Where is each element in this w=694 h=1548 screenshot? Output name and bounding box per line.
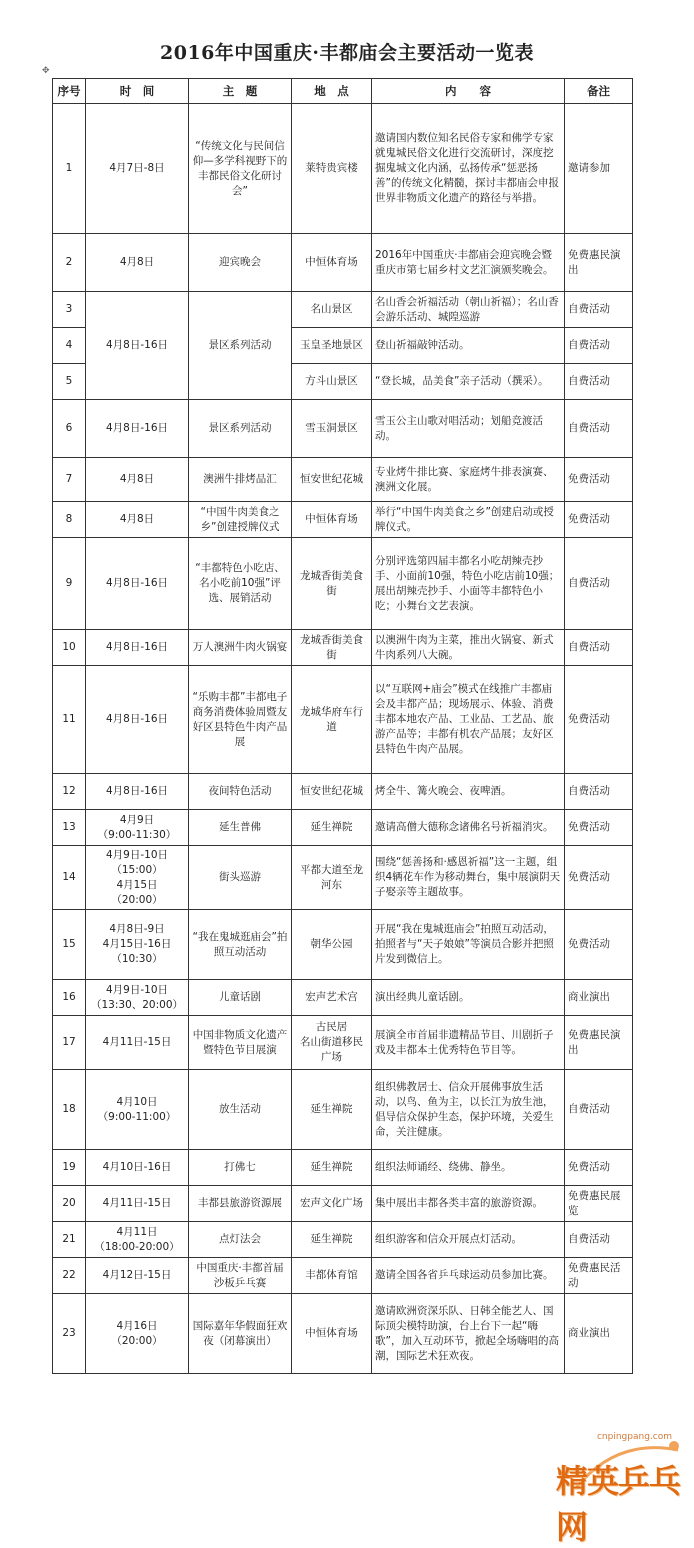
row-venue: 名山景区	[292, 292, 372, 328]
row-number: 6	[53, 400, 86, 458]
row-number: 17	[53, 1016, 86, 1070]
row-time: 4月8日-16日	[86, 538, 189, 630]
table-row	[53, 1294, 633, 1374]
row-venue: 龙城香街美食街	[292, 538, 372, 630]
move-handle-icon[interactable]: ✥	[42, 66, 50, 76]
row-venue: 中恒体育场	[292, 234, 372, 292]
row-time: 4月8日-16日	[86, 400, 189, 458]
row-venue: 中恒体育场	[292, 502, 372, 538]
row-time: 4月7日-8日	[86, 104, 189, 234]
row-number: 14	[53, 846, 86, 910]
row-time: 4月8日	[86, 502, 189, 538]
table-row	[53, 234, 633, 292]
row-note: 免费活动	[565, 458, 633, 502]
row-note: 免费活动	[565, 810, 633, 846]
table-row	[53, 774, 633, 810]
row-theme: “传统文化与民间信仰—多学科视野下的丰都民俗文化研讨会”	[189, 104, 292, 234]
table-row	[53, 1222, 633, 1258]
row-theme: 打佛七	[189, 1150, 292, 1186]
row-theme: 放生活动	[189, 1070, 292, 1150]
row-number: 9	[53, 538, 86, 630]
row-number: 19	[53, 1150, 86, 1186]
watermark-url: cnpingpang.com	[596, 1432, 672, 1442]
table-row	[53, 104, 633, 234]
row-note: 免费惠民活动	[565, 1258, 633, 1294]
header-time: 时 间	[86, 79, 189, 104]
row-content: 登山祈福敲钟活动。	[372, 328, 565, 364]
header-no: 序号	[53, 79, 86, 104]
row-content: “登长城，品美食”亲子活动（撰采）。	[372, 364, 565, 400]
row-time: 4月8日-16日	[86, 774, 189, 810]
row-theme: 国际嘉年华假面狂欢夜（闭幕演出）	[189, 1294, 292, 1374]
row-time: 4月12日-15日	[86, 1258, 189, 1294]
row-number: 12	[53, 774, 86, 810]
row-venue: 延生禅院	[292, 1222, 372, 1258]
row-venue: 古民居 名山街道移民广场	[292, 1016, 372, 1070]
row-content: 组织佛教居士、信众开展佛事放生活动，以鸟、鱼为主，以长江为放生池，倡导信众保护生态，保护环境，关爱生命，关注健康。	[372, 1070, 565, 1150]
row-theme: 儿童话剧	[189, 980, 292, 1016]
row-venue: 恒安世纪花城	[292, 458, 372, 502]
page-title: 2016年中国重庆·丰都庙会主要活动一览表	[160, 42, 534, 64]
row-theme: 万人澳洲牛肉火锅宴	[189, 630, 292, 666]
table-row	[53, 502, 633, 538]
row-content: 邀请高僧大德称念诸佛名号祈福消灾。	[372, 810, 565, 846]
row-note: 免费惠民展览	[565, 1186, 633, 1222]
row-venue: 朝华公园	[292, 910, 372, 980]
row-theme: 迎宾晚会	[189, 234, 292, 292]
row-venue: 中恒体育场	[292, 1294, 372, 1374]
row-content: 组织法师诵经、绕佛、静坐。	[372, 1150, 565, 1186]
row-venue: 方斗山景区	[292, 364, 372, 400]
row-time: 4月10日-16日	[86, 1150, 189, 1186]
row-theme: 中国重庆·丰都首届沙板乒乓赛	[189, 1258, 292, 1294]
table-row	[53, 1016, 633, 1070]
row-note: 商业演出	[565, 1294, 633, 1374]
row-note: 邀请参加	[565, 104, 633, 234]
row-note: 免费活动	[565, 910, 633, 980]
row-time: 4月9日 （9:00-11:30）	[86, 810, 189, 846]
row-content: 围绕“惩善扬和·感恩祈福”这一主题，组织4辆花车作为移动舞台，集中展演阴天子娶亲等主题故事。	[372, 846, 565, 910]
row-content: 开展“我在鬼城逛庙会”拍照互动活动，拍照者与“天子娘娘”等演员合影并把照片发到微信上。	[372, 910, 565, 980]
row-note: 免费惠民演出	[565, 1016, 633, 1070]
row-theme: 景区系列活动	[189, 400, 292, 458]
row-content: 2016年中国重庆·丰都庙会迎宾晚会暨重庆市第七届乡村文艺汇演颁奖晚会。	[372, 234, 565, 292]
row-note: 自费活动	[565, 538, 633, 630]
row-venue: 延生禅院	[292, 1070, 372, 1150]
row-content: 演出经典儿童话剧。	[372, 980, 565, 1016]
row-time: 4月16日 （20:00）	[86, 1294, 189, 1374]
row-content: 分别评选第四届丰都名小吃胡辣壳抄手、小面前10强，特色小吃店前10强；展出胡辣壳抄手、小面等丰都特色小吃；小舞台文艺表演。	[372, 538, 565, 630]
row-number: 3	[53, 292, 86, 328]
row-note: 自费活动	[565, 1222, 633, 1258]
row-theme: 夜间特色活动	[189, 774, 292, 810]
row-time: 4月10日 （9:00-11:00）	[86, 1070, 189, 1150]
row-theme: 街头巡游	[189, 846, 292, 910]
table-row	[53, 1070, 633, 1150]
row-number: 13	[53, 810, 86, 846]
row-note: 免费惠民演出	[565, 234, 633, 292]
header-content: 内 容	[372, 79, 565, 104]
row-number: 22	[53, 1258, 86, 1294]
watermark-logo: 精英乒乓网	[556, 1462, 681, 1546]
table-row	[53, 666, 633, 774]
row-venue: 恒安世纪花城	[292, 774, 372, 810]
row-content: 邀请国内数位知名民俗专家和佛学专家就鬼城民俗文化进行交流研讨，深度挖掘鬼城文化内涵，弘扬传承“惩恶扬善”的传统文化精髓，探讨丰都庙会申报世界非物质文化遗产的路径与举措。	[372, 104, 565, 234]
row-content: 名山香会祈福活动（朝山祈福）；名山香会游乐活动、城隍巡游	[372, 292, 565, 328]
table-row	[53, 910, 633, 980]
row-content: 烤全牛、篝火晚会、夜啤酒。	[372, 774, 565, 810]
row-number: 15	[53, 910, 86, 980]
row-theme: 延生普佛	[189, 810, 292, 846]
table-row	[53, 538, 633, 630]
table-row	[53, 630, 633, 666]
row-theme: 中国非物质文化遗产暨特色节目展演	[189, 1016, 292, 1070]
header-venue: 地 点	[292, 79, 372, 104]
row-time: 4月11日-15日	[86, 1016, 189, 1070]
row-theme: “乐购丰都”丰都电子商务消费体验周暨友好区县特色牛肉产品展	[189, 666, 292, 774]
row-content: 专业烤牛排比赛、家庭烤牛排表演赛、澳洲文化展。	[372, 458, 565, 502]
row-venue: 雪玉洞景区	[292, 400, 372, 458]
row-content: 雪玉公主山歌对唱活动；划船竞渡活动。	[372, 400, 565, 458]
row-number: 2	[53, 234, 86, 292]
row-venue: 莱特贵宾楼	[292, 104, 372, 234]
row-theme: 景区系列活动	[189, 292, 292, 400]
row-number: 4	[53, 328, 86, 364]
row-number: 5	[53, 364, 86, 400]
row-venue: 玉皇圣地景区	[292, 328, 372, 364]
activity-table	[52, 78, 633, 1374]
row-note: 自费活动	[565, 774, 633, 810]
row-content: 集中展出丰都各类丰富的旅游资源。	[372, 1186, 565, 1222]
row-note: 自费活动	[565, 1070, 633, 1150]
row-venue: 龙城华府车行道	[292, 666, 372, 774]
row-time: 4月11日-15日	[86, 1186, 189, 1222]
row-theme: “中国牛肉美食之乡”创建授牌仪式	[189, 502, 292, 538]
row-number: 11	[53, 666, 86, 774]
row-note: 免费活动	[565, 666, 633, 774]
row-note: 免费活动	[565, 846, 633, 910]
row-note: 自费活动	[565, 400, 633, 458]
row-content: 以澳洲牛肉为主菜，推出火锅宴、新式牛肉系列八大碗。	[372, 630, 565, 666]
row-content: 以“互联网+庙会”模式在线推广丰都庙会及丰都产品；现场展示、体验、消费丰都本地农产品、工业品、工艺品、旅游产品等；丰都有机农产品展；友好区县特色牛肉产品展。	[372, 666, 565, 774]
row-number: 7	[53, 458, 86, 502]
row-time: 4月11日 （18:00-20:00）	[86, 1222, 189, 1258]
row-note: 免费活动	[565, 1150, 633, 1186]
row-theme: 丰都县旅游资源展	[189, 1186, 292, 1222]
table-row	[53, 292, 633, 328]
row-time: 4月9日-10日 （13:30、20:00）	[86, 980, 189, 1016]
row-venue: 丰都体育馆	[292, 1258, 372, 1294]
row-time: 4月9日-10日 （15:00） 4月15日 （20:00）	[86, 846, 189, 910]
table-row	[53, 458, 633, 502]
row-theme: “丰都特色小吃店、名小吃前10强”评选、展销活动	[189, 538, 292, 630]
table-row	[53, 1258, 633, 1294]
table-row	[53, 810, 633, 846]
header-theme: 主 题	[189, 79, 292, 104]
site-watermark	[556, 1428, 686, 1546]
row-note: 自费活动	[565, 364, 633, 400]
row-number: 18	[53, 1070, 86, 1150]
row-time: 4月8日-9日 4月15日-16日 （10:30）	[86, 910, 189, 980]
row-number: 21	[53, 1222, 86, 1258]
row-note: 自费活动	[565, 630, 633, 666]
row-time: 4月8日-16日	[86, 292, 189, 400]
table-row	[53, 980, 633, 1016]
row-content: 邀请欧洲资深乐队、日韩全能艺人、国际顶尖模特助演，台上台下一起“嗨歌”，加入互动环节，掀起全场嗨唱的高潮，国际艺术狂欢夜。	[372, 1294, 565, 1374]
row-number: 16	[53, 980, 86, 1016]
row-note: 商业演出	[565, 980, 633, 1016]
row-number: 10	[53, 630, 86, 666]
row-theme: “我在鬼城逛庙会”拍照互动活动	[189, 910, 292, 980]
table-header-row	[53, 79, 633, 104]
table-row	[53, 400, 633, 458]
row-time: 4月8日	[86, 234, 189, 292]
row-venue: 宏声文化广场	[292, 1186, 372, 1222]
table-row	[53, 1150, 633, 1186]
row-venue: 宏声艺术宫	[292, 980, 372, 1016]
row-note: 免费活动	[565, 502, 633, 538]
row-number: 23	[53, 1294, 86, 1374]
table-row	[53, 1186, 633, 1222]
row-time: 4月8日-16日	[86, 666, 189, 774]
row-number: 8	[53, 502, 86, 538]
row-venue: 延生禅院	[292, 1150, 372, 1186]
row-note: 自费活动	[565, 292, 633, 328]
row-theme: 澳洲牛排烤品汇	[189, 458, 292, 502]
row-number: 20	[53, 1186, 86, 1222]
row-content: 举行“中国牛肉美食之乡”创建启动或授牌仪式。	[372, 502, 565, 538]
header-note: 备注	[565, 79, 633, 104]
table-row	[53, 846, 633, 910]
row-venue: 平都大道至龙河东	[292, 846, 372, 910]
row-venue: 延生禅院	[292, 810, 372, 846]
row-time: 4月8日	[86, 458, 189, 502]
row-content: 邀请全国各省乒乓球运动员参加比赛。	[372, 1258, 565, 1294]
row-note: 自费活动	[565, 328, 633, 364]
row-number: 1	[53, 104, 86, 234]
row-content: 展演全市首届非遗精品节目、川剧折子戏及丰都本土优秀特色节目等。	[372, 1016, 565, 1070]
row-venue: 龙城香街美食街	[292, 630, 372, 666]
row-time: 4月8日-16日	[86, 630, 189, 666]
row-content: 组织游客和信众开展点灯活动。	[372, 1222, 565, 1258]
row-theme: 点灯法会	[189, 1222, 292, 1258]
